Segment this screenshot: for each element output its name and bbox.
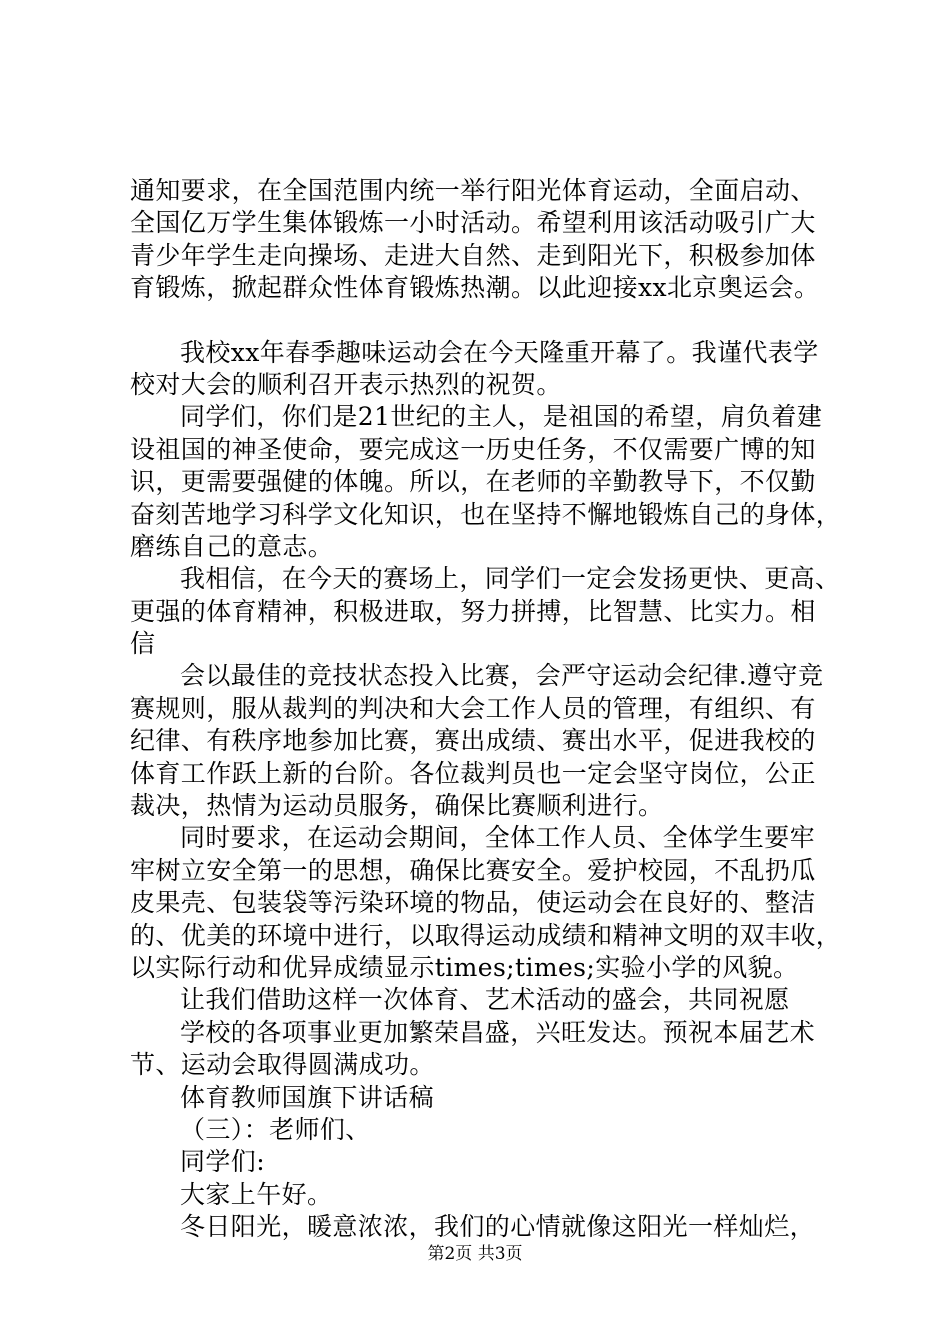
body-line: 节、运动会取得圆满成功。 [130, 1050, 435, 1080]
page-footer: 第2页 共3页 [427, 1244, 523, 1264]
body-line: 同学们: [180, 1147, 266, 1177]
body-line: （三）：老师们、 [180, 1114, 371, 1144]
document-body [130, 175, 842, 1244]
section-title: 体育教师国旗下讲话稿 [180, 1082, 435, 1112]
body-line: 冬日阳光，暖意浓浓，我们的心情就像这阳光一样灿烂， [180, 1212, 816, 1242]
body-line: 我校xx年春季趣味运动会在今天隆重开幕了。我谨代表学 [180, 337, 819, 367]
body-line: 同时要求，在运动会期间，全体工作人员、全体学生要牢 [180, 823, 816, 853]
body-line: 通知要求，在全国范围内统一举行阳光体育运动，全面启动、 [130, 176, 816, 205]
body-line: 青少年学生走向操场、走进大自然、走到阳光下，积极参加体 [130, 240, 816, 270]
body-line: 育锻炼，掀起群众性体育锻炼热潮。以此迎接xx北京奥运会。 [130, 273, 820, 303]
body-line: 识，更需要强健的体魄。所以，在老师的辛勤教导下，不仅勤 [130, 467, 816, 497]
body-line: 的、优美的环境中进行，以取得运动成绩和精神文明的双丰收， [130, 920, 842, 950]
body-line: 皮果壳、包装袋等污染环境的物品，使运动会在良好的、整洁 [130, 888, 816, 918]
paragraph-gap [130, 305, 835, 337]
body-line: 大家上午好。 [180, 1179, 333, 1209]
body-line: 设祖国的神圣使命，要完成这一历史任务，不仅需要广博的知 [130, 434, 816, 464]
body-line: 我相信，在今天的赛场上，同学们一定会发扬更快、更高、 [180, 564, 841, 594]
body-line: 信 [130, 629, 156, 659]
body-line: 学校的各项事业更加繁荣昌盛，兴旺发达。预祝本届艺术 [180, 1017, 816, 1047]
body-line: 裁决，热情为运动员服务，确保比赛顺利进行。 [130, 791, 664, 821]
body-line: 奋刻苦地学习科学文化知识，也在坚持不懈地锻炼自己的身体， [130, 499, 842, 529]
body-line: 体育工作跃上新的台阶。各位裁判员也一定会坚守岗位，公正 [130, 758, 816, 788]
body-line: 校对大会的顺利召开表示热烈的祝贺。 [130, 369, 562, 399]
body-line: 让我们借助这样一次体育、艺术活动的盛会，共同祝愿 [180, 985, 790, 1015]
body-line: 同学们，你们是21世纪的主人，是祖国的希望，肩负着建 [180, 402, 823, 432]
body-line: 全国亿万学生集体锻炼一小时活动。希望利用该活动吸引广大 [130, 208, 816, 238]
body-line: 会以最佳的竞技状态投入比赛，会严守运动会纪律.遵守竞 [180, 661, 824, 691]
body-line: 更强的体育精神，积极进取，努力拼搏，比智慧、比实力。相 [130, 596, 816, 626]
body-line: 牢树立安全第一的思想，确保比赛安全。爱护校园，不乱扔瓜 [130, 855, 816, 885]
body-line: 以实际行动和优异成绩显示times;times;实验小学的风貌。 [130, 952, 799, 982]
body-line: 磨练自己的意志。 [130, 531, 334, 561]
body-line: 纪律、有秩序地参加比赛，赛出成绩、赛出水平，促进我校的 [130, 726, 816, 756]
body-line: 赛规则，服从裁判的判决和大会工作人员的管理，有组织、有 [130, 693, 816, 723]
